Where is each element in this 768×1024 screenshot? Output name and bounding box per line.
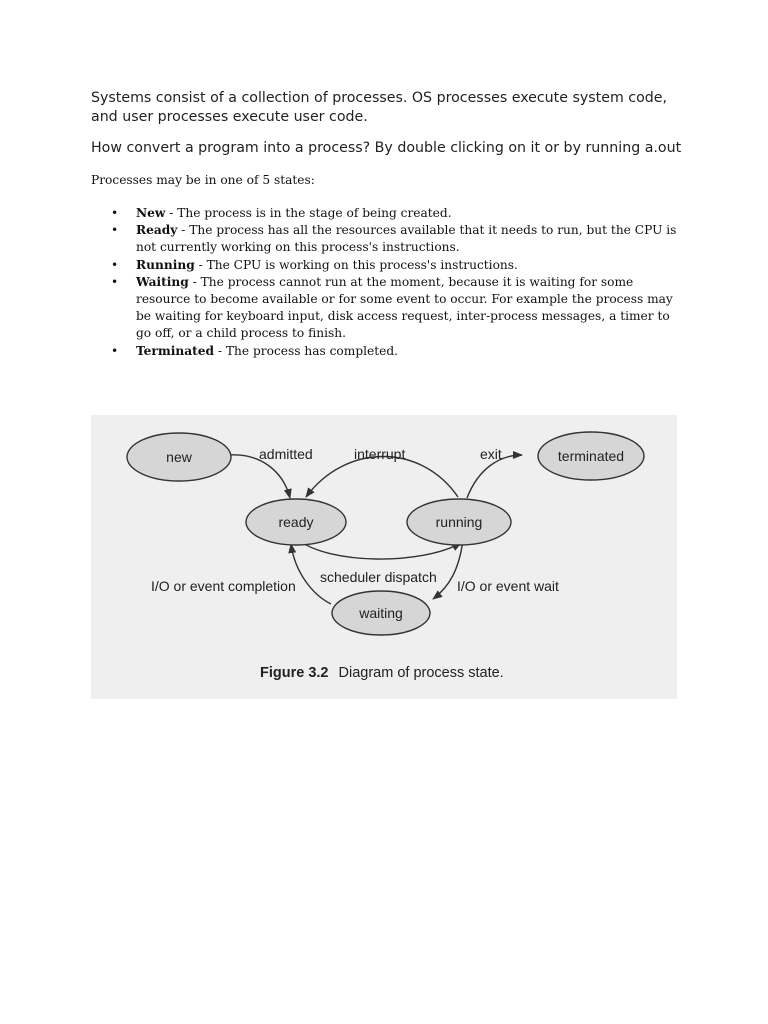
edge-label-interrupt: interrupt bbox=[354, 446, 406, 462]
bullet-icon: • bbox=[111, 343, 119, 358]
state-description: - The process has completed. bbox=[214, 343, 399, 358]
edge-label-exit: exit bbox=[480, 446, 502, 462]
edge-label-scheduler-dispatch: scheduler dispatch bbox=[320, 569, 437, 585]
state-description: - The CPU is working on this process's instructions. bbox=[194, 257, 518, 272]
edge-label-admitted: admitted bbox=[259, 446, 313, 462]
state-term: Ready bbox=[136, 223, 178, 238]
question-paragraph: How convert a program into a process? By double clicking on it or by running a.out bbox=[91, 140, 682, 156]
bullet-icon: • bbox=[111, 274, 119, 289]
intro-paragraph: Systems consist of a collection of processes. OS processes execute system code, and user processes execute user code. bbox=[91, 90, 668, 125]
state-item-ready bbox=[91, 222, 681, 256]
figure-caption-text: Diagram of process state. bbox=[338, 665, 504, 681]
figure-caption bbox=[260, 665, 504, 681]
node-waiting bbox=[332, 591, 430, 635]
node-new-label: new bbox=[166, 449, 192, 465]
node-terminated bbox=[538, 432, 644, 480]
bullet-icon: • bbox=[111, 206, 119, 220]
state-term: Running bbox=[136, 257, 195, 272]
node-terminated-label: terminated bbox=[557, 448, 625, 464]
figure-caption-label: Figure 3.2 bbox=[260, 665, 329, 681]
node-waiting-label: waiting bbox=[359, 605, 403, 621]
states-intro: Processes may be in one of 5 states: bbox=[91, 173, 315, 187]
node-ready bbox=[246, 499, 346, 545]
state-term: Waiting bbox=[136, 274, 189, 289]
state-term: New bbox=[136, 206, 166, 220]
state-item-running bbox=[91, 257, 681, 274]
bullet-icon: • bbox=[111, 257, 119, 272]
state-item-waiting bbox=[91, 274, 681, 343]
state-item-new bbox=[91, 205, 681, 222]
edge-label-io-event-completion: I/O or event completion bbox=[151, 578, 296, 594]
node-ready-label: ready bbox=[278, 514, 314, 530]
node-running-label: running bbox=[435, 514, 483, 530]
bullet-icon: • bbox=[111, 223, 119, 238]
node-new bbox=[127, 433, 231, 481]
node-running bbox=[407, 499, 511, 545]
edge-label-io-event-wait: I/O or event wait bbox=[457, 578, 559, 594]
process-state-diagram bbox=[91, 415, 677, 699]
state-term: Terminated bbox=[136, 343, 215, 358]
state-item-terminated bbox=[91, 343, 681, 360]
state-description: - The process has all the resources available that it needs to run, but the CPU is not currently working on this process's instructions. bbox=[136, 223, 677, 255]
state-description: - The process is in the stage of being created. bbox=[165, 206, 452, 220]
state-description: - The process cannot run at the moment, because it is waiting for some resource to become available or for some event to occur. For example the process may be waiting for keyboard input, disk access request, inter-process messages, a timer to go off, or a child process to finish. bbox=[136, 274, 673, 341]
states-list bbox=[91, 205, 681, 360]
